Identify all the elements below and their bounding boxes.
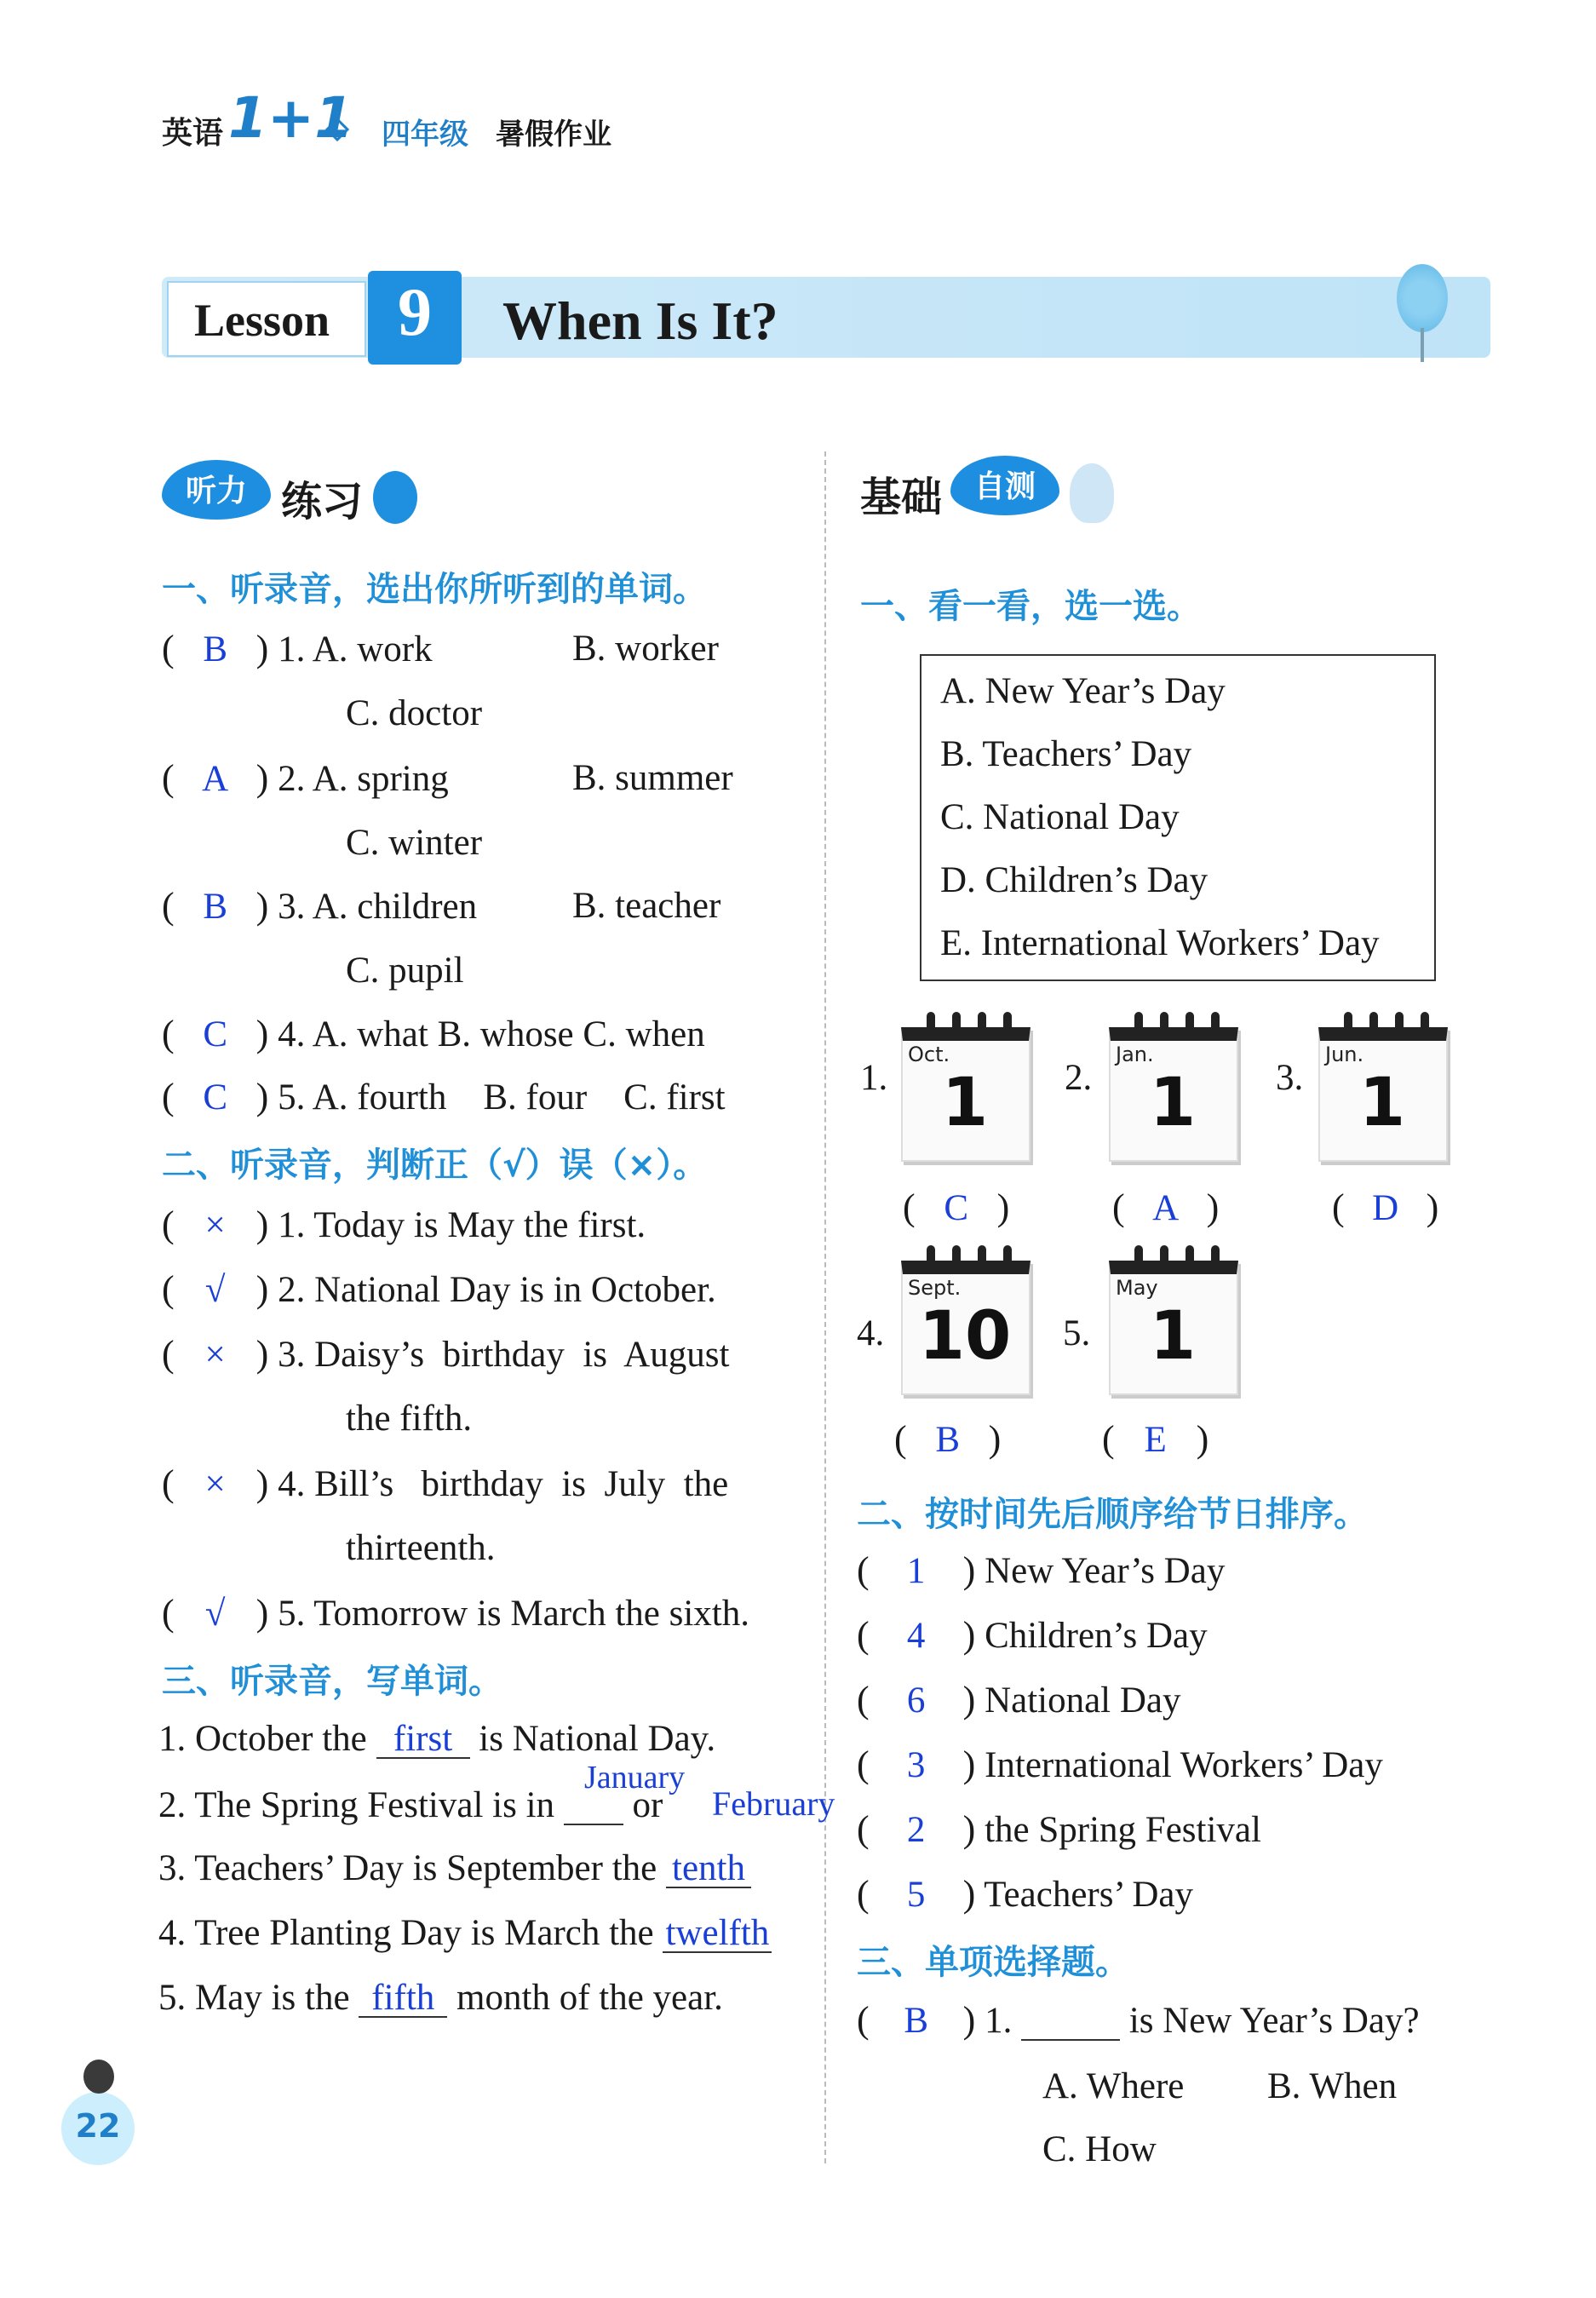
order-item-1: ( 1 ) New Year’s Day	[857, 1549, 1226, 1591]
option-c: C. National Day	[940, 797, 1180, 837]
q3-line-1: 1. October the first is National Day.	[158, 1719, 716, 1759]
right-section-2-title: 二、按时间先后顺序给节日排序。	[857, 1495, 1368, 1534]
q1-answer-3: B	[203, 887, 227, 927]
left-section-1-title: 一、听录音，选出你所听到的单词。	[162, 570, 707, 609]
q1-option-3c: C. pupil	[346, 951, 464, 991]
q3-line-2: 2. The Spring Festival is in or	[158, 1785, 663, 1825]
mc-item-1: ( B ) 1. is New Year’s Day?	[857, 1999, 1420, 2041]
q2-item-4: ( × ) 4. Bill’s birthday is July the	[162, 1462, 729, 1504]
lesson-title: When Is It?	[502, 290, 778, 351]
option-d: D. Children’s Day	[940, 860, 1208, 900]
cal-3-number: 3.	[1276, 1058, 1304, 1098]
q3-answer-2b: February	[712, 1784, 835, 1823]
q3-line-3: 3. Teachers’ Day is September the tenth	[158, 1850, 751, 1888]
order-item-2: ( 4 ) Children’s Day	[857, 1614, 1208, 1656]
q2-item-1: ( × ) 1. Today is May the first.	[162, 1204, 646, 1245]
order-item-6: ( 5 ) Teachers’ Day	[857, 1873, 1193, 1915]
header-brand: 英语	[162, 116, 224, 151]
order-item-4: ( 3 ) International Workers’ Day	[857, 1744, 1383, 1785]
q1-option-2c: C. winter	[346, 823, 483, 863]
option-e: E. International Workers’ Day	[940, 923, 1380, 963]
column-divider	[824, 451, 826, 2163]
order-item-3: ( 6 ) National Day	[857, 1679, 1181, 1721]
q2-item-5: ( √ ) 5. Tomorrow is March the sixth.	[162, 1592, 750, 1634]
mc-option-a: A. Where	[1042, 2066, 1185, 2106]
cal-3-answer: ( D )	[1332, 1186, 1439, 1228]
right-section-3-title: 三、单项选择题。	[857, 1943, 1129, 1982]
q1-option-1c: C. doctor	[346, 693, 483, 733]
order-item-5: ( 2 ) the Spring Festival	[857, 1808, 1261, 1850]
penguin-icon	[373, 471, 417, 524]
q3-line-5: 5. May is the fifth month of the year.	[158, 1978, 723, 2018]
q1-answer-5: C	[203, 1077, 227, 1117]
cal-2-number: 2.	[1065, 1058, 1093, 1098]
calendar-2-icon: Jan. 1	[1109, 1012, 1237, 1152]
cal-1-answer: ( C )	[903, 1186, 1010, 1228]
tree-icon	[1397, 264, 1448, 332]
q1-answer-2: A	[202, 759, 229, 799]
option-a: A. New Year’s Day	[940, 671, 1226, 711]
q1-item-4: ( C ) 4. A. what B. whose C. when	[162, 1013, 705, 1054]
q2-answer-5: √	[204, 1594, 226, 1634]
basic-test-heading-label: 基础	[860, 473, 943, 521]
mc-option-c: C. How	[1042, 2129, 1157, 2169]
q1-answer-1: B	[203, 629, 227, 669]
tree-trunk-icon	[1421, 328, 1424, 362]
q1-item-2: ( A ) 2. A. spring	[162, 757, 449, 799]
right-section-1-title: 一、看一看，选一选。	[860, 587, 1201, 626]
cal-4-number: 4.	[857, 1313, 885, 1353]
q3-answer-2a: January	[584, 1760, 686, 1795]
q2-answer-1: ×	[204, 1205, 226, 1245]
cal-5-answer: ( E )	[1102, 1418, 1209, 1460]
q1-option-2b: B. summer	[572, 758, 733, 798]
header-grade: 四年级	[382, 118, 468, 152]
q3-answer-3: tenth	[666, 1850, 751, 1888]
q2-item-2: ( √ ) 2. National Day is in October.	[162, 1268, 716, 1310]
q1-answer-4: C	[203, 1014, 227, 1054]
listening-drop-icon: 听力	[162, 460, 271, 520]
q2-answer-3: ×	[204, 1335, 226, 1375]
self-test-drop-icon: 自测	[950, 456, 1059, 515]
header-book: 暑假作业	[496, 118, 611, 152]
q2-answer-4: ×	[204, 1464, 226, 1504]
basic-test-heading	[860, 456, 1114, 523]
left-section-3-title: 三、听录音，写单词。	[162, 1662, 502, 1701]
q1-option-3b: B. teacher	[572, 886, 721, 926]
q3-answer-5: fifth	[359, 1979, 447, 2018]
lesson-number: 9	[398, 275, 432, 350]
lesson-word: Lesson	[194, 295, 330, 346]
q3-answer-1: first	[376, 1721, 470, 1759]
q1-item-1: ( B ) 1. A. work	[162, 628, 433, 669]
rabbit-icon	[1070, 463, 1114, 523]
calendar-4-icon: Sept. 10	[901, 1245, 1029, 1386]
option-b: B. Teachers’ Day	[940, 734, 1192, 774]
q2-item-3: ( × ) 3. Daisy’s birthday is August	[162, 1333, 730, 1375]
cal-4-answer: ( B )	[894, 1418, 1002, 1460]
q1-option-1b: B. worker	[572, 629, 719, 669]
q2-item-3-cont: the fifth.	[346, 1399, 473, 1439]
listening-heading	[162, 460, 417, 527]
cal-1-number: 1.	[860, 1058, 888, 1098]
page-number: 22	[75, 2107, 121, 2145]
q2-item-4-cont: thirteenth.	[346, 1528, 496, 1568]
calendar-5-icon: May 1	[1109, 1245, 1237, 1386]
q3-line-4: 4. Tree Planting Day is March the twelfth	[158, 1915, 772, 1953]
q1-item-3: ( B ) 3. A. children	[162, 885, 478, 927]
header-brand-num: 1+1	[228, 85, 354, 151]
q3-answer-4: twelfth	[663, 1915, 772, 1953]
mc-option-b: B. When	[1267, 2066, 1398, 2106]
listening-heading-label: 练习	[281, 477, 364, 526]
snail-icon	[83, 2060, 114, 2094]
q2-answer-2: √	[204, 1270, 226, 1310]
cal-5-number: 5.	[1063, 1313, 1091, 1353]
q1-item-5: ( C ) 5. A. fourth B. four C. first	[162, 1076, 726, 1117]
left-section-2-title: 二、听录音，判断正（√）误（×）。	[162, 1146, 708, 1185]
calendar-3-icon: Jun. 1	[1318, 1012, 1446, 1152]
calendar-1-icon: Oct. 1	[901, 1012, 1029, 1152]
cal-2-answer: ( A )	[1112, 1186, 1220, 1228]
